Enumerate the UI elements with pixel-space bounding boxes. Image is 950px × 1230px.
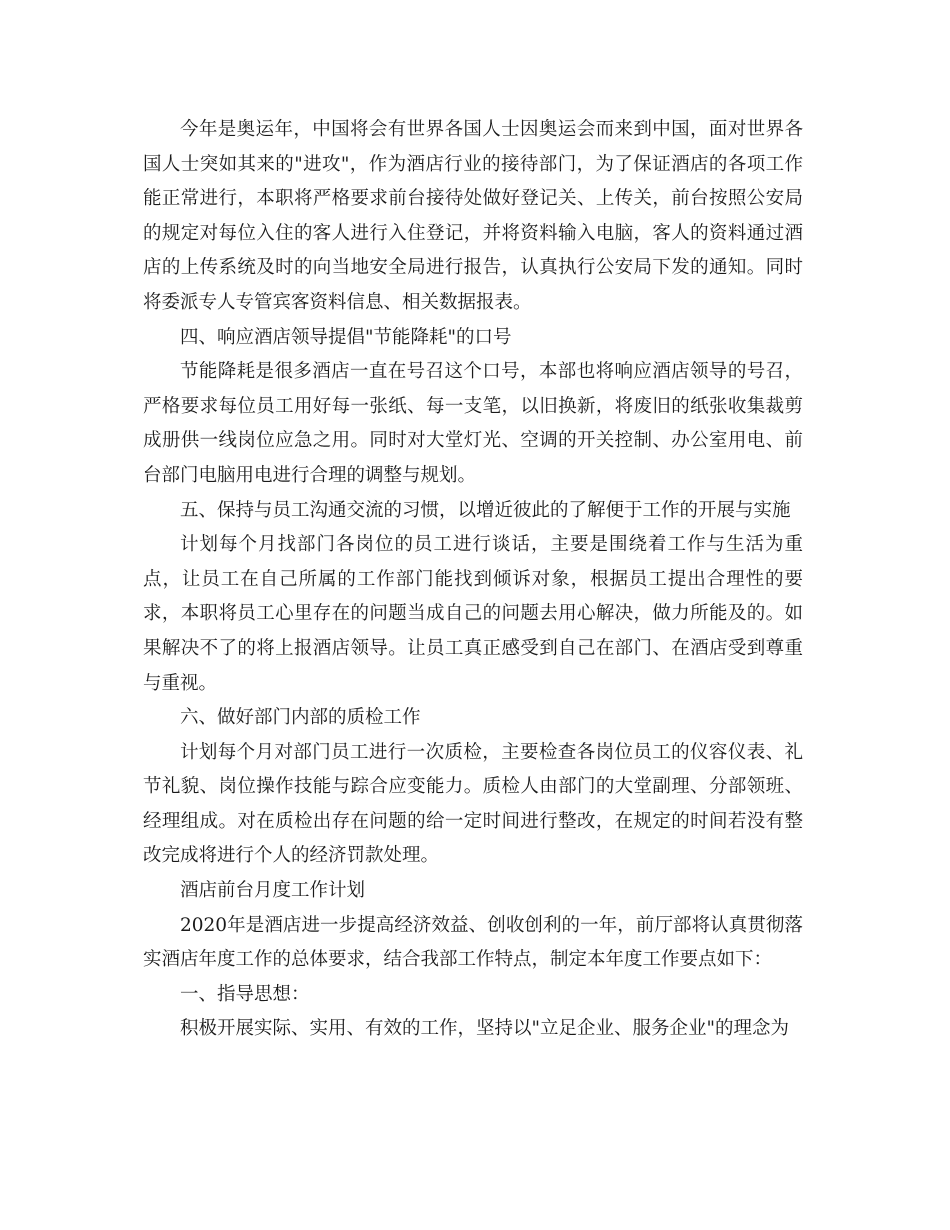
heading-staff-communication: 五、保持与员工沟通交流的习惯，以增近彼此的了解便于工作的开展与实施 <box>180 499 791 521</box>
paragraph-guiding-principles: 积极开展实际、实用、有效的工作，坚持以"立足企业、服务企业"的理念为 <box>180 1018 790 1040</box>
heading-quality-inspection: 六、做好部门内部的质检工作 <box>180 707 421 729</box>
paragraph-annual-goals: 2020年是酒店进一步提高经济效益、创收创利的一年，前厅部将认真贯彻落实酒店年度工作的总体要求，结合我部工作特点，制定本年度工作要点如下： <box>143 914 803 971</box>
paragraph-quality-inspection: 计划每个月对部门员工进行一次质检，主要检查各岗位员工的仪容仪表、礼节礼貌、岗位操作技能与踪合应变能力。质检人由部门的大堂副理、分部领班、经理组成。对在质检出存在问题的给一定时间进行整改，在规定的时间若没有整改完成将进行个人的经济罚款处理。 <box>143 741 803 867</box>
heading-guiding-principles: 一、指导思想： <box>180 983 310 1005</box>
paragraph-energy-saving: 节能降耗是很多酒店一直在号召这个口号，本部也将响应酒店领导的号召，严格要求每位员工用好每一张纸、每一支笔，以旧换新，将废旧的纸张收集裁剪成册供一线岗位应急之用。同时对大堂灯光、空调的开关控制、办公室用电、前台部门电脑用电进行合理的调整与规划。 <box>143 361 803 486</box>
paragraph-olympic-registration: 今年是奥运年，中国将会有世界各国人士因奥运会而来到中国，面对世界各国人士突如其来的"进攻"，作为酒店行业的接待部门，为了保证酒店的各项工作能正常进行，本职将严格要求前台接待处做好登记关、上传关，前台按照公安局的规定对每位入住的客人进行入住登记，并将资料输入电脑，客人的资料通过酒店的上传系统及时的向当地安全局进行报告，认真执行公安局下发的通知。同时将委派专人专管宾客资料信息、相关数据报表。 <box>143 119 803 313</box>
section-title-monthly-plan: 酒店前台月度工作计划 <box>180 880 366 902</box>
paragraph-staff-communication: 计划每个月找部门各岗位的员工进行谈话，主要是围绕着工作与生活为重点，让员工在自己所属的工作部门能找到倾诉对象，根据员工提出合理性的要求，本职将员工心里存在的问题当成自己的问题去用心解决，做力所能及的。如果解决不了的将上报酒店领导。让员工真正感受到自己在部门、在酒店受到尊重与重视。 <box>143 534 803 694</box>
document-body <box>143 113 803 1047</box>
heading-energy-saving: 四、响应酒店领导提倡"节能降耗"的口号 <box>180 326 512 348</box>
